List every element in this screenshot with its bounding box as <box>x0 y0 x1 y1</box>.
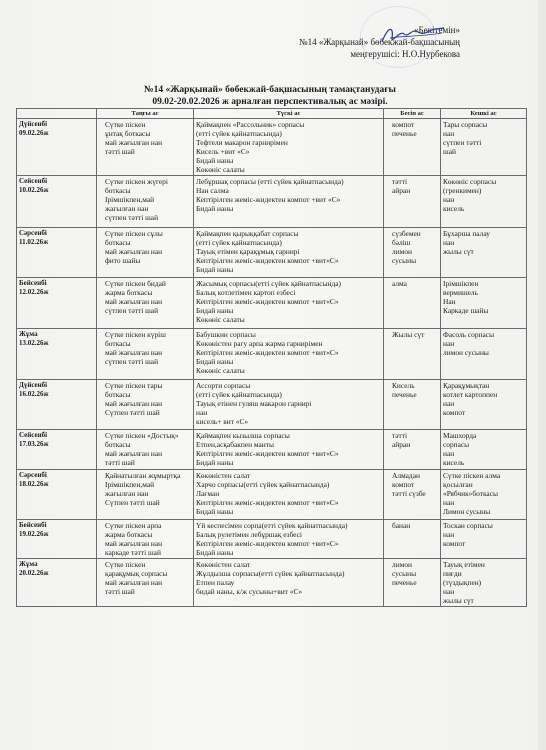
dinner-line: Сүтке піскен алма <box>443 471 501 480</box>
lunch-line: Кептірілген жеміс-жидектен компот +вит«С» <box>196 498 339 507</box>
dinner-cell <box>441 470 527 520</box>
breakfast-cell <box>97 278 194 329</box>
dinner-line: (гренкимен) <box>443 186 482 195</box>
dinner-cell <box>441 278 527 329</box>
dinner-line: пиғди <box>443 569 462 578</box>
lunch-line: Етпен палау <box>196 578 235 587</box>
table-row <box>17 559 527 607</box>
dinner-line: Нан <box>443 297 456 306</box>
dinner-line: компот <box>443 408 466 417</box>
lunch-cell <box>194 278 384 329</box>
lunch-line: Жасымық сорпасы(етті сүйек қайнатпасында) <box>196 279 341 288</box>
day-cell <box>17 329 97 380</box>
breakfast-line: Сүтке піскен жүгері <box>105 177 168 186</box>
header-breakfast: Таңғы ас <box>97 109 194 119</box>
approval-line-2: №14 «Жарқынай» бөбекжай-бақшасының <box>299 37 460 47</box>
snack-line: лимон <box>392 560 412 569</box>
breakfast-line: Сүтке піскен күріш <box>105 330 166 339</box>
snack-line: печенье <box>392 578 417 587</box>
day-cell <box>17 520 97 559</box>
dinner-line: Бұхарша палау <box>443 229 490 238</box>
lunch-line: (етті сүйек қайнатпасында) <box>196 238 282 247</box>
dinner-line: вермишель <box>443 288 478 297</box>
day-cell <box>17 119 97 176</box>
breakfast-line: тәтті шай <box>105 587 135 596</box>
lunch-line: Бидай наны <box>196 548 234 557</box>
dinner-line: Машхорда <box>443 431 477 440</box>
breakfast-line: ұнтақ боткасы <box>105 129 151 138</box>
breakfast-line: қарақұмық сорпасы <box>105 569 168 578</box>
breakfast-line: май жағылған нан <box>105 578 163 587</box>
dinner-cell <box>441 119 527 176</box>
snack-cell <box>384 119 441 176</box>
approval-line-3: меңгерушісі: Н.О.Нурбекова <box>350 49 460 59</box>
breakfast-line: Сүтке піскен <box>105 560 146 569</box>
dinner-line: жылы сүт <box>443 247 474 256</box>
snack-line: банан <box>392 521 411 530</box>
lunch-line: Көкөністен салат <box>196 471 251 480</box>
lunch-line: Нан салма <box>196 186 229 195</box>
breakfast-cell <box>97 176 194 228</box>
day-line: 12.02.26ж <box>19 288 49 296</box>
snack-cell <box>384 470 441 520</box>
lunch-line: Көкөніс салаты <box>196 366 245 375</box>
handwritten-signature <box>378 20 448 50</box>
snack-cell <box>384 228 441 278</box>
breakfast-cell <box>97 470 194 520</box>
breakfast-line: Сүтке піскен бидай <box>105 279 166 288</box>
table-row <box>17 329 527 380</box>
breakfast-line: май жағылған нан <box>105 138 163 147</box>
day-line: Бейсенбі <box>19 521 47 529</box>
dinner-cell <box>441 329 527 380</box>
dinner-cell <box>441 176 527 228</box>
dinner-line: Тоскан сорпасы <box>443 521 493 530</box>
lunch-line: (етті сүйек қайнатпасында) <box>196 390 282 399</box>
lunch-line: Көкөніс салаты <box>196 165 245 174</box>
breakfast-line: Сүтке піскен арпа <box>105 521 162 530</box>
lunch-line: Үй кеспесімен сорпа(етті сүйек қайнатпасында) <box>196 521 348 530</box>
snack-line: компот <box>392 120 415 129</box>
breakfast-cell <box>97 329 194 380</box>
dinner-line: нан <box>443 449 455 458</box>
day-line: 20.02.26ж <box>19 569 49 577</box>
day-line: 16.02.26ж <box>19 390 49 398</box>
lunch-line: Тауық етімен қарақұмық гарнирі <box>196 247 300 256</box>
menu-table <box>16 108 527 607</box>
lunch-line: Харчо сорпасы(етті сүйек қайнатпасында) <box>196 480 330 489</box>
lunch-cell <box>194 380 384 430</box>
snack-line: тәтті сүзбе <box>392 489 426 498</box>
dinner-cell <box>441 520 527 559</box>
breakfast-line: май жағылған нан <box>105 348 163 357</box>
dinner-line: котлет картоппен <box>443 390 498 399</box>
lunch-line: Лебұршақ сорпасы (етті сүйек қайнатпасында) <box>196 177 344 186</box>
snack-line: Жылы сүт <box>392 330 425 339</box>
breakfast-line: Сүтпен тәтті шай <box>105 408 160 417</box>
snack-line: тәтті <box>392 431 408 440</box>
lunch-line: Бидай наны <box>196 156 234 165</box>
breakfast-line: боткасы <box>105 238 131 247</box>
day-line: Дүйсенбі <box>19 120 48 128</box>
dinner-cell <box>441 430 527 470</box>
table-row <box>17 176 527 228</box>
table-row <box>17 430 527 470</box>
lunch-line: Етпен,асқабакпен манты <box>196 440 274 449</box>
snack-line: бәліш <box>392 238 411 247</box>
dinner-line: нан <box>443 530 455 539</box>
lunch-line: Бидай наны <box>196 507 234 516</box>
day-line: Дүйсенбі <box>19 381 48 389</box>
day-line: Бейсенбі <box>19 279 47 287</box>
lunch-cell <box>194 430 384 470</box>
lunch-cell <box>194 470 384 520</box>
dinner-line: Көкөніс сорпасы <box>443 177 497 186</box>
breakfast-line: фито шайы <box>105 256 141 265</box>
breakfast-line: май жағылған нан <box>105 247 163 256</box>
dinner-line: Ірімшікпен <box>443 279 479 288</box>
breakfast-line: Сүтке піскен «Достық» <box>105 431 179 440</box>
day-line: Сәрсенбі <box>19 229 47 237</box>
snack-cell <box>384 329 441 380</box>
breakfast-line: боткасы <box>105 339 131 348</box>
day-cell <box>17 176 97 228</box>
day-line: 09.02.26ж <box>19 129 49 137</box>
breakfast-cell <box>97 520 194 559</box>
snack-cell <box>384 520 441 559</box>
dinner-line: шай <box>443 147 456 156</box>
dinner-line: кисель <box>443 204 465 213</box>
header-snack: Бесін ас <box>384 109 441 119</box>
breakfast-line: тәтті шай <box>105 458 135 467</box>
dinner-line: қосылған <box>443 480 473 489</box>
breakfast-line: Сүтке піскен сұлы <box>105 229 163 238</box>
lunch-line: Көкөністен рагу арпа жарма гарнирімен <box>196 339 323 348</box>
day-line: Сейсенбі <box>19 177 48 185</box>
dinner-line: нан <box>443 587 455 596</box>
breakfast-line: Сүтке піскен тары <box>105 381 163 390</box>
snack-line: айран <box>392 186 411 195</box>
breakfast-cell <box>97 119 194 176</box>
snack-cell <box>384 176 441 228</box>
snack-line: компот <box>392 480 415 489</box>
snack-cell <box>384 380 441 430</box>
lunch-line: Бидай наны <box>196 458 234 467</box>
snack-cell <box>384 430 441 470</box>
lunch-line: Ассорти сорпасы <box>196 381 251 390</box>
dinner-cell <box>441 559 527 607</box>
dinner-line: жылы сүт <box>443 596 474 605</box>
lunch-line: Бидай наны <box>196 306 234 315</box>
lunch-line: (етті сүйек қайнатпасында) <box>196 129 282 138</box>
day-line: Сейсенбі <box>19 431 48 439</box>
day-line: 19.02.26ж <box>19 530 49 538</box>
dinner-line: нан <box>443 195 455 204</box>
dinner-line: нан <box>443 498 455 507</box>
dinner-line: сорпасы <box>443 440 470 449</box>
lunch-cell <box>194 559 384 607</box>
day-cell <box>17 380 97 430</box>
dinner-line: нан <box>443 339 455 348</box>
lunch-cell <box>194 176 384 228</box>
dinner-cell <box>441 228 527 278</box>
breakfast-line: каркаде тәтті шай <box>105 548 161 557</box>
breakfast-line: сүтпен тәтті шай <box>105 213 159 222</box>
dinner-line: Лимон сусыны <box>443 507 491 516</box>
breakfast-line: жағылған нан <box>105 204 149 213</box>
lunch-line: Қаймақпен «Рассольник» сорпасы <box>196 120 305 129</box>
dinner-line: нан <box>443 129 455 138</box>
day-line: Сәрсенбі <box>19 471 47 479</box>
header-lunch: Түскі ас <box>194 109 384 119</box>
snack-line: Кисель <box>392 381 415 390</box>
menu-body <box>17 119 527 607</box>
breakfast-line: Қайнатылған жұмыртқа <box>105 471 181 480</box>
day-line: 13.02.26ж <box>19 339 49 347</box>
day-line: Жұма <box>19 330 38 338</box>
breakfast-line: боткасы <box>105 390 131 399</box>
lunch-line: Кептірілген жеміс-жидектен компот +вит«С» <box>196 348 339 357</box>
lunch-line: кисель+ вит «С» <box>196 417 249 426</box>
dinner-line: «Рябчик»боткасы <box>443 489 498 498</box>
document-title <box>60 84 480 108</box>
lunch-cell <box>194 329 384 380</box>
lunch-line: Бидай наны <box>196 204 234 213</box>
header-day <box>17 109 97 119</box>
header-dinner: Кешкі ас <box>441 109 527 119</box>
snack-line: печенье <box>392 390 417 399</box>
breakfast-cell <box>97 380 194 430</box>
dinner-line: (түздықпен) <box>443 578 482 587</box>
breakfast-line: Сүтке піскен <box>105 120 146 129</box>
lunch-line: Жұлдызша сорпасы(етті сүйек қайнатпасында) <box>196 569 345 578</box>
snack-line: алма <box>392 279 407 288</box>
lunch-line: Бидай наны <box>196 357 234 366</box>
day-cell <box>17 559 97 607</box>
dinner-line: нан <box>443 399 455 408</box>
lunch-line: Кептірілген жеміс-жидектен компот +вит«С» <box>196 297 339 306</box>
lunch-line: Лағман <box>196 489 220 498</box>
snack-line: Алмадан <box>392 471 420 480</box>
breakfast-line: жарма боткасы <box>105 288 153 297</box>
lunch-line: Кептірілген жеміс-жидектен компот +вит«С» <box>196 539 339 548</box>
day-line: 18.02.26ж <box>19 480 49 488</box>
lunch-line: Бидай наны <box>196 265 234 274</box>
dinner-line: Тары сорпасы <box>443 120 488 129</box>
lunch-line: Балық рулетімен лебұршақ езбесі <box>196 530 302 539</box>
table-row <box>17 380 527 430</box>
day-cell <box>17 278 97 329</box>
lunch-line: Бабушкин сорпасы <box>196 330 256 339</box>
lunch-line: Кептірілген жеміс-жидектен компот +вит «С» <box>196 195 341 204</box>
snack-line: печенье <box>392 129 417 138</box>
snack-line: айран <box>392 440 411 449</box>
lunch-line: Тефтели макарон гарнирімен <box>196 138 288 147</box>
breakfast-line: жағылған нан <box>105 489 149 498</box>
snack-cell <box>384 559 441 607</box>
lunch-line: бидай наны, к/ж сусыны+вит «С» <box>196 587 303 596</box>
day-line: 10.02.26ж <box>19 186 49 194</box>
breakfast-line: жарма боткасы <box>105 530 153 539</box>
lunch-line: Көкөністен салат <box>196 560 251 569</box>
day-line: 17.03.26ж <box>19 440 49 448</box>
dinner-line: лимон сусыны <box>443 348 489 357</box>
breakfast-line: Ірімшікпен,май <box>105 480 155 489</box>
scan-edge <box>538 0 546 750</box>
breakfast-line: тәтті шай <box>105 147 135 156</box>
dinner-line: Каркаде шайы <box>443 306 489 315</box>
day-cell <box>17 470 97 520</box>
lunch-cell <box>194 228 384 278</box>
lunch-cell <box>194 119 384 176</box>
lunch-line: нан <box>196 408 208 417</box>
breakfast-line: боткасы <box>105 440 131 449</box>
lunch-line: Кептірілген жеміс-жидектен компот +вит«С» <box>196 449 339 458</box>
breakfast-line: сүтпен тәтті шай <box>105 357 159 366</box>
table-row <box>17 278 527 329</box>
breakfast-cell <box>97 430 194 470</box>
approval-line-1: «Бекітемін» <box>414 25 460 35</box>
lunch-line: Көкөніс салаты <box>196 315 245 324</box>
lunch-line: Тауық етінен гуляш макарон гарнирі <box>196 399 312 408</box>
dinner-line: Фасоль сорпасы <box>443 330 495 339</box>
table-header-row <box>17 109 527 119</box>
breakfast-line: май жағылған нан <box>105 399 163 408</box>
lunch-line: Кептірілген жеміс-жидектен компот +вит«С» <box>196 256 339 265</box>
breakfast-line: май жағылған нан <box>105 449 163 458</box>
snack-line: сүзбемен <box>392 229 421 238</box>
breakfast-cell <box>97 559 194 607</box>
breakfast-line: май жағылған нан <box>105 297 163 306</box>
lunch-line: Балық котлетімен картоп езбесі <box>196 288 296 297</box>
snack-line: лимон <box>392 247 412 256</box>
snack-line: сусыны <box>392 569 417 578</box>
snack-line: тәтті <box>392 177 408 186</box>
dinner-line: нан <box>443 238 455 247</box>
dinner-line: Қарақұмықтан <box>443 381 490 390</box>
lunch-line: Қаймақпен қырыққабат сорпасы <box>196 229 299 238</box>
dinner-cell <box>441 380 527 430</box>
day-line: 11.02.26ж <box>19 238 49 246</box>
lunch-line: Кисель +вит «С» <box>196 147 250 156</box>
title-line-1: №14 «Жарқынай» бөбекжай-бақшасының тамақтанудағы <box>144 85 396 95</box>
breakfast-line: боткасы <box>105 186 131 195</box>
dinner-line: сүтпен тәтті <box>443 138 482 147</box>
dinner-line: кисель <box>443 458 465 467</box>
snack-line: сусыны <box>392 256 417 265</box>
day-cell <box>17 430 97 470</box>
lunch-line: Қаймақпен кызылша сорпасы <box>196 431 290 440</box>
breakfast-line: Ірімшікпен,май <box>105 195 155 204</box>
lunch-cell <box>194 520 384 559</box>
snack-cell <box>384 278 441 329</box>
breakfast-line: сүтпен тәтті шай <box>105 306 159 315</box>
table-row <box>17 520 527 559</box>
table-row <box>17 228 527 278</box>
table-row <box>17 470 527 520</box>
dinner-line: Тауық етімен <box>443 560 485 569</box>
table-row <box>17 119 527 176</box>
day-line: Жұма <box>19 560 38 568</box>
title-line-2: 09.02-20.02.2026 ж арналған перспективалық ас мәзірі. <box>152 97 388 107</box>
breakfast-cell <box>97 228 194 278</box>
day-cell <box>17 228 97 278</box>
dinner-line: компот <box>443 539 466 548</box>
breakfast-line: май жағылған нан <box>105 539 163 548</box>
breakfast-line: Сүтпен тәтті шай <box>105 498 160 507</box>
